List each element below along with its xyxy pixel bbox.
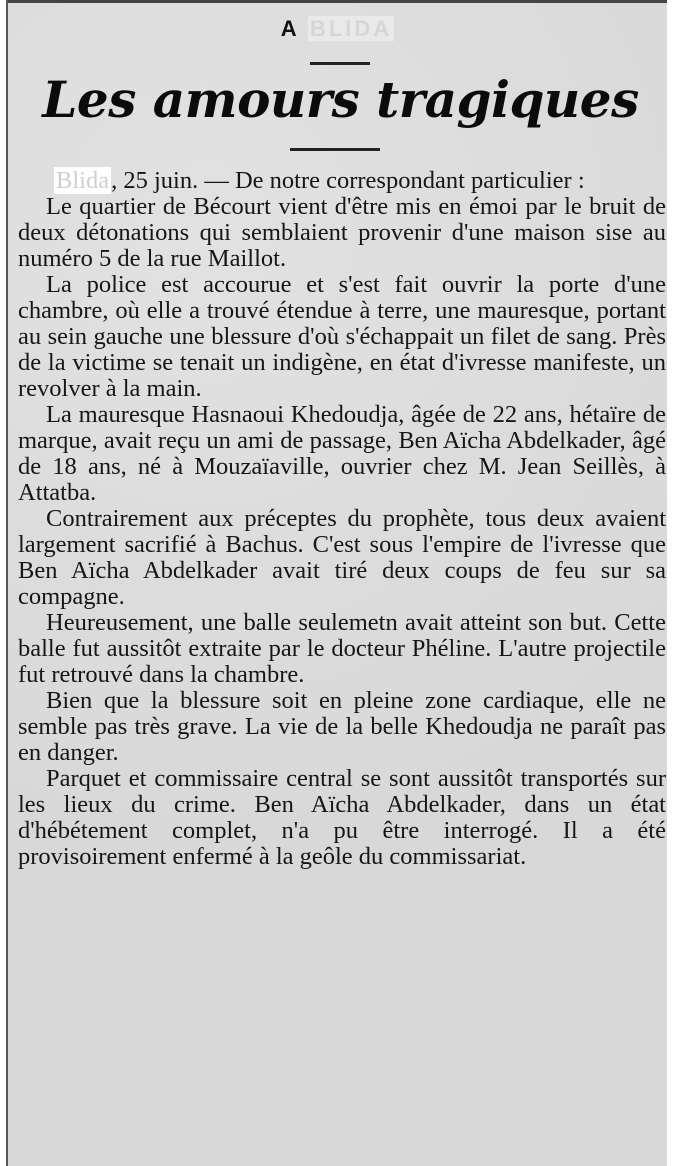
- section-header: [8, 16, 667, 42]
- article-headline: Les amours tragiques: [42, 70, 639, 129]
- dateline-city: Blida: [56, 167, 110, 194]
- dateline-text: , 25 juin. — De notre correspondant particulier :: [111, 167, 585, 194]
- article-paragraph: La police est accourue et s'est fait ouvrir la porte d'une chambre, où elle a trouvé étendue à terre, une mauresque, portant au sein gauche une blessure d'où s'échappait un filet de sang. Près de la victime se tenait un indigène, en état d'ivresse manifeste, un revolver à la main.: [18, 271, 666, 402]
- article-paragraph: Heureusement, une balle seulemetn avait atteint son but. Cette balle fut aussitôt extraite par le docteur Phéline. L'autre projectile fut retrouvé dans la chambre.: [18, 609, 666, 688]
- section-header-city: BLIDA: [309, 16, 393, 41]
- article-dateline-paragraph: [18, 168, 666, 194]
- newspaper-clipping: [6, 0, 667, 1166]
- article-paragraph: Contrairement aux préceptes du prophète, tous deux avaient largement sacrifié à Bachus. C'est sous l'empire de l'ivresse que Ben Aïcha Abdelkader avait tiré deux coups de feu sur sa compagne.: [18, 505, 666, 610]
- article-body: [18, 168, 666, 870]
- article-paragraph: La mauresque Hasnaoui Khedoudja, âgée de 22 ans, hétaïre de marque, avait reçu un ami de passage, Ben Aïcha Abdelkader, âgé de 18 ans, né à Mouzaïaville, ouvrier chez M. Jean Seillès, à Attatba.: [18, 401, 666, 506]
- article-paragraph: Bien que la blessure soit en pleine zone cardiaque, elle ne semble pas très grave. La vie de la belle Khedoudja ne paraît pas en danger.: [18, 687, 666, 766]
- top-border-rule: [8, 0, 667, 3]
- article-paragraph: Le quartier de Bécourt vient d'être mis en émoi par le bruit de deux détonations qui semblaient provenir d'une maison sise au numéro 5 de la rue Maillot.: [18, 193, 666, 272]
- header-divider: [310, 62, 370, 65]
- section-header-prefix: A: [280, 16, 299, 41]
- article-paragraph: Parquet et commissaire central se sont aussitôt transportés sur les lieux du crime. Ben Aïcha Abdelkader, dans un état d'hébétement complet, n'a pu être interrogé. Il a été provisoirement enfermé à la geôle du commissariat.: [18, 765, 666, 870]
- headline-divider: [290, 148, 380, 151]
